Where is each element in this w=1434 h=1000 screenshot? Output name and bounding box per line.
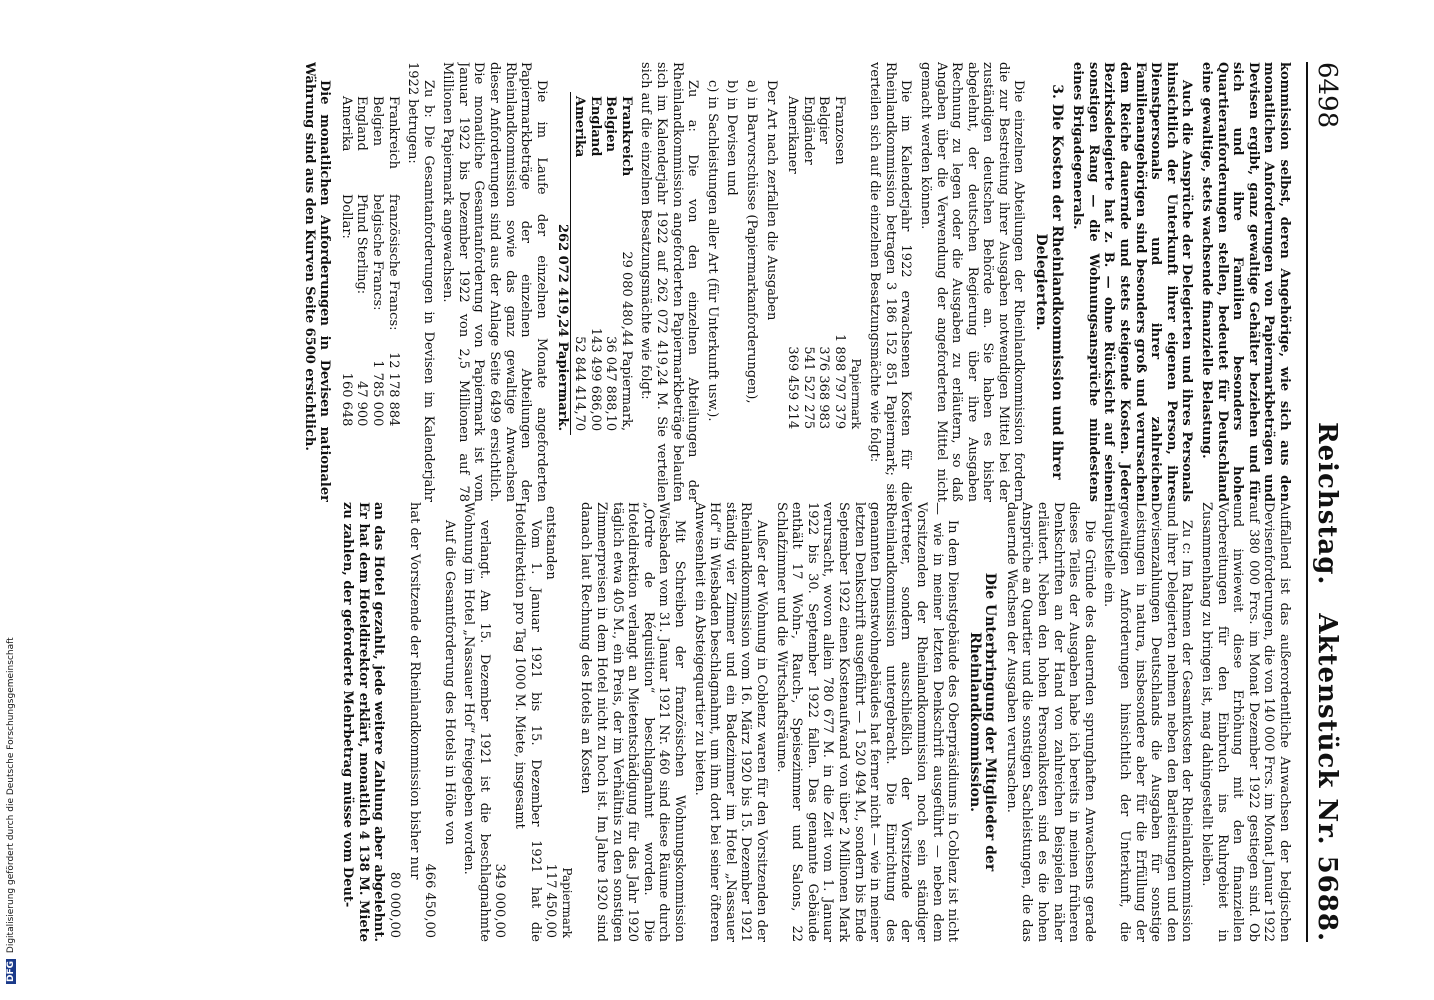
table-unit: Papiermark	[559, 867, 574, 938]
paragraph: Vom 1. Januar 1921 bis 15. Dezember 1921 hat die Hoteldirektion pro Tag 1000 M. Miete, insgesamt	[512, 502, 543, 942]
paragraph: Zu b: Die Gesamtanforderungen in Devisen im Kalenderjahr 1922 betrugen:	[405, 62, 436, 502]
amounts-table	[386, 502, 402, 942]
table-row: Frankreich französische Francs: 12 178 884	[385, 96, 401, 427]
list-item: a) in Barvorschüsse (Papiermarkanforderungen),	[744, 80, 759, 404]
table-unit: Papiermark	[848, 358, 863, 430]
page-number: 6498	[1312, 62, 1342, 129]
paragraph: kommission selbst, deren Angehörige, wie sich aus den monatlichen Anforderungen von Papiermarkbeträgen und Devisen ergibt, ganz gewaltige Gehälter beziehen und für sich und ihre Familien besonders hohe Quartieranforderungen stellen, bedeutet für Deutschland eine gewaltige, stets wachsende finanzielle Belastung.	[1199, 62, 1292, 502]
credit-text: Digitalisierung gefördert durch die Deutsche Forschungsgemeinschaft	[6, 637, 16, 954]
table-row: Amerika 52 844 414,70	[572, 96, 588, 432]
paragraph: hat der Vorsitzende der Rheinlandkommission bisher nur	[406, 502, 422, 880]
paragraph: In dem Dienstgebäude des Oberpräsidiums in Coblenz ist nicht — wie in meiner letzten Denkschrift ausgeführt — neben dem Vorsitzenden der Rheinlandkommission noch sein ständiger Vertreter, sondern ausschließlich der Vorsitzende der Rheinlandkommission untergebracht. Die Einrichtung des genannten Dienstwohngebäudes hat ferner nicht — wie in meiner letzten Denkschrift ausgeführt — 1 520 494 M., sondern bis Ende September 1922 einen Kostenaufwand von über 2 Millionen Mark verursacht, wovon allein 780 677 M. in die Zeit vom 1. Januar 1922 bis 30. September 1922 fallen. Das genannte Gebäude enthält 17 Wohn-, Rauch-, Speisezimmer und Salons, 22 Schlafzimmer und die Wirtschaftsräume.	[773, 502, 961, 942]
table-sum-row: 262 072 419,24 Papiermark.	[555, 92, 571, 435]
paragraph: Die Gründe des dauernden sprunghaften Anwachsens gerade dieses Teiles der Ausgaben habe ich bereits in meinen früheren Denkschriften an der Hand von zahlreichen Beispielen näher erläutert. Neben den hohen Personalkosten sind es die hohen Ansprüche an Quartier und die sonstigen Sachleistungen, die das dauernde Wachsen der Ausgaben verursachen.	[1003, 502, 1097, 942]
table-row: Amerika Dollar: 160 648	[338, 96, 354, 427]
table-row: Amerikaner 369 459 214	[785, 96, 801, 430]
amounts-table	[422, 502, 438, 942]
paragraph: Außer der Wohnung in Coblenz waren für den Vorsitzenden der Rheinlandkommission vom 16. März 1920 bis 15. Dezember 1921 ständig vier Zimmer und ein Badezimmer im Hotel „Nassauer Hof“ in Wiesbaden beschlagnahmt, um ihm dort bei seiner öfteren Anwesenheit ein Absteigequartier zu bieten.	[691, 502, 769, 942]
papiermark-table	[555, 92, 634, 435]
table-row: 466 450,00	[422, 863, 438, 938]
paragraph: Die einzelnen Abteilungen der Rheinlandkommission fordern die zur Bestreitung ihrer Ausgaben notwendigen Mittel bei der zuständigen deutschen Behörde an. Sie haben es bisher abgelehnt, der deutschen Regierung über ihre Ausgaben Rechnung zu legen oder die Ausgaben zu erläutern, so daß Angaben über die Verwendung der angeforderten Mittel nicht gemacht werden können.	[917, 62, 1027, 502]
paragraph: Die monatlichen Anforderungen in Devisen nationaler Währung sind aus den Kurven Seite 6500 ersichtlich.	[301, 62, 333, 502]
paragraph: Auffallend ist das außerordentliche Anwachsen der belgischen Devisenforderungen, die von 140 000 Frcs. im Monat Januar 1922 auf 380 000 Frcs. im Monat Dezember 1922 gestiegen sind. Ob und inwieweit diese Erhöhung mit den finanziellen Vorbereitungen für den Einbruch ins Ruhrgebiet in Zusammenhang zu bringen ist, mag dahingestellt bleiben.	[1199, 502, 1292, 942]
right-column	[32, 502, 1292, 942]
amounts-table	[492, 502, 508, 942]
paragraph: Die im Kalenderjahr 1922 erwachsenen Kosten für die Rheinlandkommission betragen 3 186 152 851 Papiermark; sie verteilen sich auf die einzelnen Besatzungsmächte wie folgt:	[867, 62, 914, 502]
section-heading: Die Unterbringung der Mitglieder der Rheinlandkommission.	[966, 572, 999, 872]
list-item: b) in Devisen und	[724, 80, 740, 196]
paragraph: Auch die Ansprüche der Delegierten und ihres Personals hinsichtlich der Unterkunft ihrer eigenen Person, ihres Dienstpersonals und ihrer zahlreichen Familienangehörigen sind besonders groß und verursachen dem Reiche dauernde und stets steigende Kosten. Jeder Bezirksdelegierte hat z. B. — ohne Rücksicht auf seinen sonstigen Rang — die Wohnungsansprüche mindestens eines Brigadegenerals.	[1070, 62, 1195, 502]
table-row: Belgier 376 368 983	[816, 96, 832, 430]
digitization-credit	[6, 4, 20, 994]
table-row: Franzosen 1 898 797 379	[831, 96, 847, 430]
amounts-table	[543, 502, 574, 942]
paragraph: verlangt. Am 15. Dezember 1921 ist die beschlagnahmte Wohnung im Hotel „Nassauer Hof“ freigegeben worden.	[461, 502, 492, 942]
table-row: Belgien 36 047 888,10	[603, 96, 619, 432]
header-rule	[1306, 62, 1308, 942]
table-row: England Pfund Sterling: 47 900	[354, 96, 370, 427]
table-row: 80 000,00	[386, 871, 402, 938]
costs-by-power-table	[785, 92, 863, 433]
chamber-title: Reichstag.	[1312, 422, 1342, 586]
page-header	[1312, 62, 1342, 942]
document-title: Aktenstück Nr. 5688.	[1312, 613, 1342, 942]
table-row: Engländer 541 527 275	[800, 96, 816, 430]
table-row: England 143 499 686,00	[587, 96, 603, 432]
paragraph: Auf die Gesamtforderung des Hotels in Höhe von	[441, 520, 457, 845]
section-heading: 3. Die Kosten der Rheinlandkommission und ihrer Delegierten.	[1033, 84, 1065, 480]
devisen-table	[338, 92, 400, 430]
dfg-logo: DFG	[6, 960, 16, 982]
paragraph: Zu c: Im Rahmen der Gesamtkosten der Rheinlandkommission und ihrer Delegierten nehmen neben den Barleistungen und den Devisenzahlungen Deutschlands die Ausgaben für sonstige Leistungen in natura, insbesondere aber für die Erfüllung der gewaltigen Anforderungen hinsichtlich der Unterkunft, die Hauptstelle ein.	[1101, 502, 1195, 942]
table-row: 349 000,00	[492, 863, 508, 938]
paragraph: Der Art nach zerfallen die Ausgaben	[763, 80, 779, 321]
left-column	[32, 62, 1292, 502]
table-row: entstanden 117 450,00	[543, 506, 559, 938]
table-row: Frankreich 29 080 480,44 Papiermark,	[618, 96, 634, 432]
paragraph: Zu a: Die von den einzelnen Abteilungen der Rheinlandkommission angeforderten Papiermarkbeträge belaufen sich im Kalenderjahr 1922 auf 262 072 419,24 M. Sie verteilen sich auf die einzelnen Besatzungsmächte wie folgt:	[638, 62, 701, 502]
paragraph: an das Hotel gezahlt, jede weitere Zahlung aber abgelehnt. Er hat dem Hoteldirektor erklärt, monatlich 4 138 M. Miete zu zahlen, der geforderte Mehrbetrag müsse vom Deut-	[340, 502, 387, 942]
list-item: c) in Sachleistungen aller Art (für Unterkunft usw.).	[704, 80, 720, 422]
table-row: Belgien belgische Francs: 1 785 000	[369, 96, 385, 427]
paragraph: Die im Laufe der einzelnen Monate angeforderten Papiermarkbeträge der einzelnen Abteilungen der Rheinlandkommission sowie das ganz gewaltige Anwachsen dieser Anforderungen sind aus der Anlage Seite 6499 ersichtlich. Die monatliche Gesamtanforderung von Papiermark ist vom Januar 1922 bis Dezember 1922 von 2,5 Millionen auf 78 Millionen Papiermark angewachsen.	[440, 62, 549, 502]
paragraph: Mit Schreiben der französischen Wohnungskommission Wiesbaden vom 31. Januar 1921 Nr. 460 sind diese Räume durch „Ordre de Réquisition“ beschlagnahmt worden. Die Hoteldirektion verlangt an Mietentschädigung für das Jahr 1920 täglich etwa 405 M., ein Preis, der im Verhältnis zu den sonstigen Zimmerpreisen in dem Hotel nicht zu hoch ist. Im Jahre 1920 sind danach laut Rechnung des Hotels an Kosten	[578, 502, 688, 942]
